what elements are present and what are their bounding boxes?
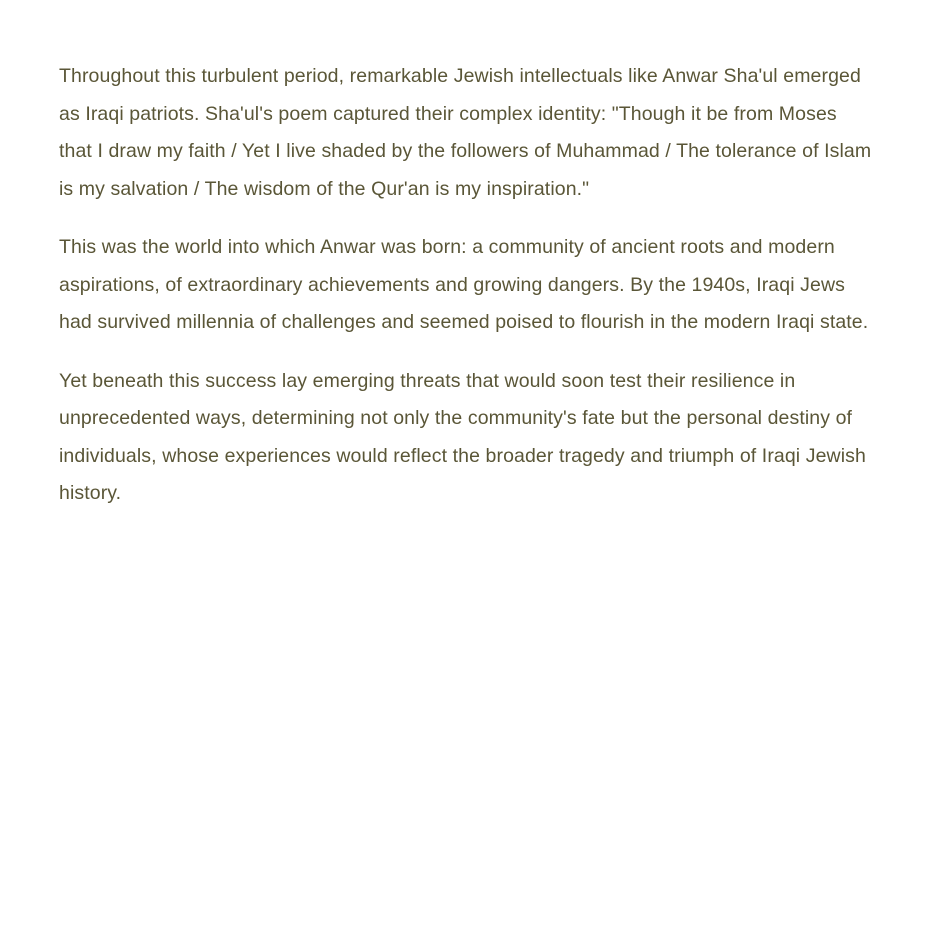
paragraph-emerging-threats: Yet beneath this success lay emerging threats that would soon test their resilience in unprecedented ways, determining not only the community's fate but the personal destiny of individuals, whose experiences would reflect the broader tragedy and triumph of Iraqi Jewish history. bbox=[59, 369, 866, 504]
paragraph-anwar-shaul-poem: Throughout this turbulent period, remarkable Jewish intellectuals like Anwar Sha'ul emerged as Iraqi patriots. Sha'ul's poem captured their complex identity: "Though it be from Moses that I draw my faith / Yet I live shaded by the followers of Muhammad / The tolerance of Islam is my salvation / The wisdom of the Qur'an is my inspiration." bbox=[59, 65, 872, 200]
document-text-block bbox=[59, 58, 874, 534]
paragraph-community-context: This was the world into which Anwar was born: a community of ancient roots and modern aspirations, of extraordinary achievements and growing dangers. By the 1940s, Iraqi Jews had survived millennia of challenges and seemed poised to flourish in the modern Iraqi state. bbox=[59, 236, 869, 333]
